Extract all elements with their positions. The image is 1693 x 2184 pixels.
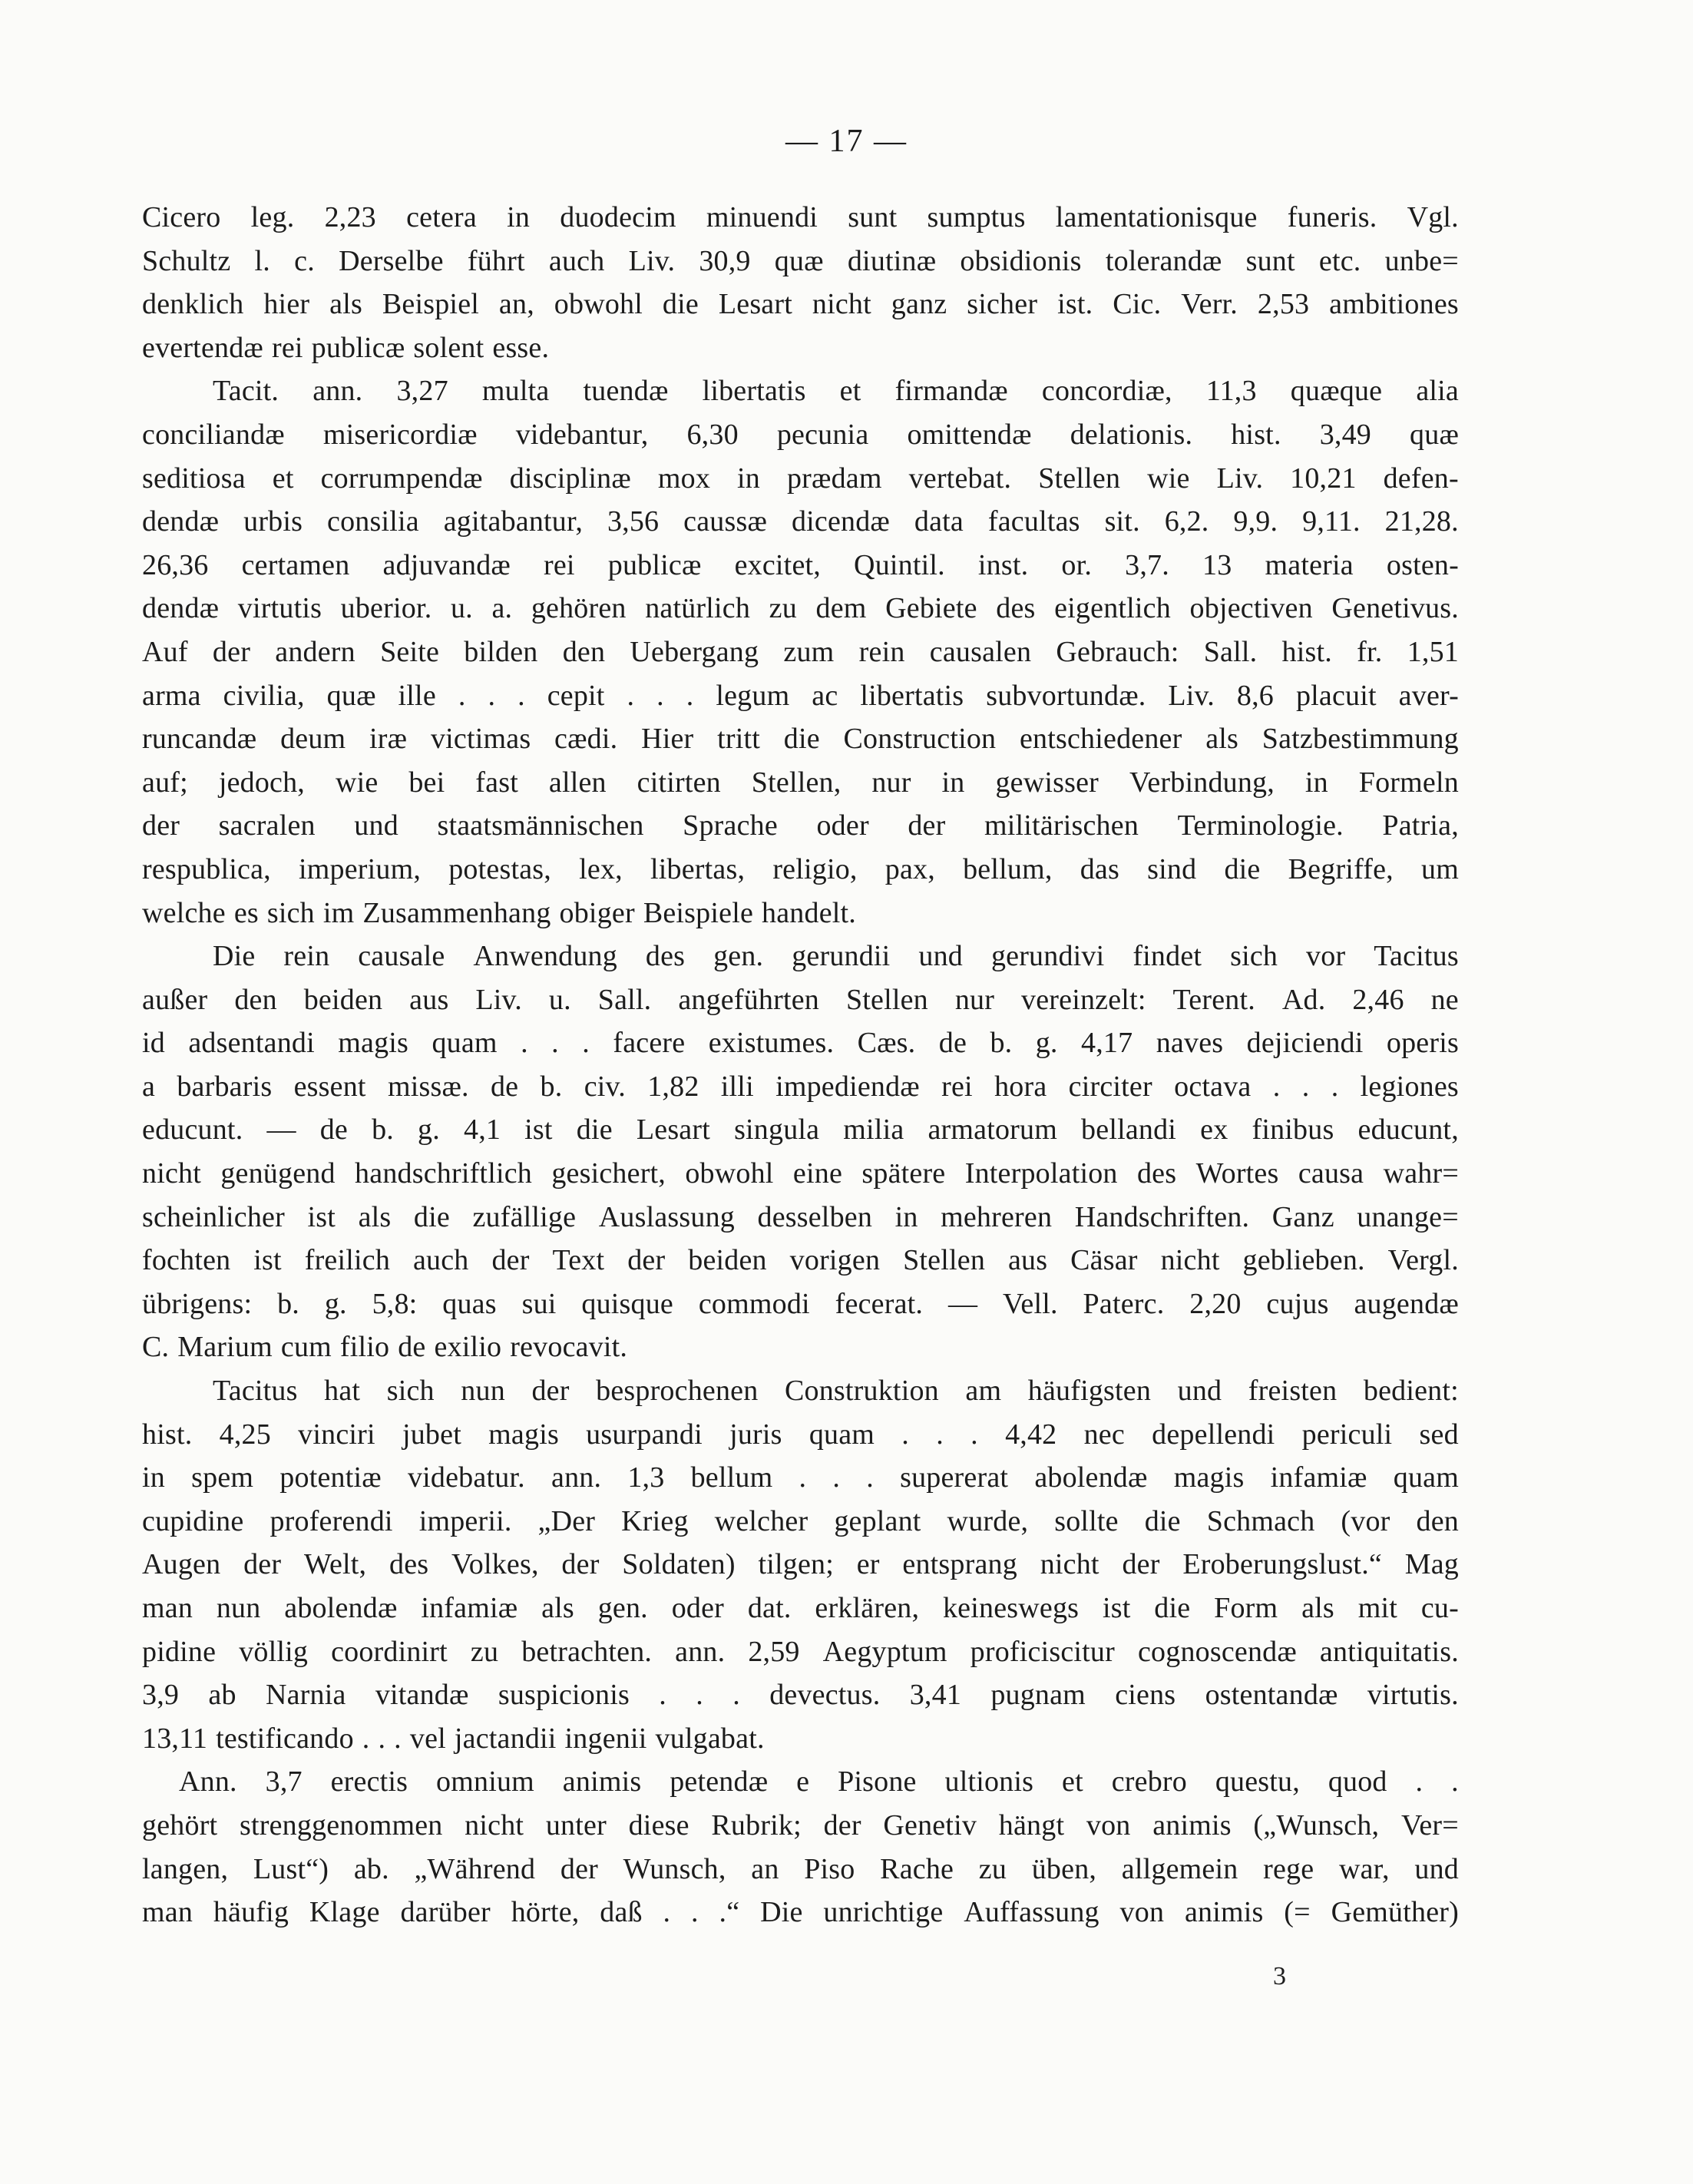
signature-mark: 3 xyxy=(1273,1962,1286,1990)
text-line: der sacralen und staatsmännischen Sprache oder der militärischen Terminologie. Patria, xyxy=(142,809,1459,842)
text-line: langen, Lust“) ab. „Während der Wunsch, an Piso Rache zu üben, allgemein rege war, und xyxy=(142,1852,1459,1885)
text-line: 13,11 testificando . . . vel jactandii ingenii vulgabat. xyxy=(142,1722,765,1755)
text-line: cupidine proferendi imperii. „Der Krieg welcher geplant wurde, sollte die Schmach (vor den xyxy=(142,1504,1459,1537)
text-line: scheinlicher ist als die zufällige Auslassung desselben in mehreren Handschriften. Ganz unange= xyxy=(142,1200,1459,1233)
paragraph xyxy=(142,1760,1459,1934)
paragraph xyxy=(142,1369,1459,1760)
text-line: dendæ urbis consilia agitabantur, 3,56 caussæ dicendæ data facultas sit. 6,2. 9,9. 9,11. 21,28. xyxy=(142,505,1459,538)
text-line: Schultz l. c. Derselbe führt auch Liv. 30,9 quæ diutinæ obsidionis tolerandæ sunt etc. unbe= xyxy=(142,244,1459,277)
text-line: pidine völlig coordinirt zu betrachten. ann. 2,59 Aegyptum proficiscitur cognoscendæ antiquitatis. xyxy=(142,1635,1459,1668)
text-line: nicht genügend handschriftlich gesichert, obwohl eine spätere Interpolation des Wortes causa wahr= xyxy=(142,1157,1459,1190)
text-line: Cicero leg. 2,23 cetera in duodecim minuendi sunt sumptus lamentationisque funeris. Vgl. xyxy=(142,201,1459,233)
text-line: fochten ist freilich auch der Text der beiden vorigen Stellen aus Cäsar nicht geblieben. Vergl. xyxy=(142,1244,1459,1277)
text-line: 26,36 certamen adjuvandæ rei publicæ excitet, Quintil. inst. or. 3,7. 13 materia osten- xyxy=(142,548,1459,581)
paragraph xyxy=(142,369,1459,935)
text-line: Tacitus hat sich nun der besprochenen Construktion am häufigsten und freisten bedient: xyxy=(213,1375,1459,1408)
text-line: educunt. — de b. g. 4,1 ist die Lesart singula milia armatorum bellandi ex finibus educunt, xyxy=(142,1114,1459,1147)
text-line: a barbaris essent missæ. de b. civ. 1,82 illi impediendæ rei hora circiter octava . . . legiones xyxy=(142,1070,1459,1103)
text-line: Ann. 3,7 erectis omnium animis petendæ e Pisone ultionis et crebro questu, quod . . xyxy=(179,1765,1459,1798)
text-line: in spem potentiæ videbatur. ann. 1,3 bellum . . . supererat abolendæ magis infamiæ quam xyxy=(142,1461,1459,1494)
text-line: arma civilia, quæ ille . . . cepit . . . legum ac libertatis subvortundæ. Liv. 8,6 placuit aver- xyxy=(142,679,1459,712)
text-line: auf; jedoch, wie bei fast allen citirten Stellen, nur in gewisser Verbindung, in Formeln xyxy=(142,766,1459,799)
paragraph xyxy=(142,196,1459,369)
text-line: respublica, imperium, potestas, lex, libertas, religio, pax, bellum, das sind die Begriffe, um xyxy=(142,852,1459,885)
page-number: — 17 — xyxy=(785,124,908,159)
text-line: außer den beiden aus Liv. u. Sall. angeführten Stellen nur vereinzelt: Terent. Ad. 2,46 ne xyxy=(142,983,1459,1016)
text-line: 3,9 ab Narnia vitandæ suspicionis . . . devectus. 3,41 pugnam ciens ostentandæ virtutis. xyxy=(142,1679,1459,1712)
text-line: C. Marium cum filio de exilio revocavit. xyxy=(142,1331,628,1364)
text-line: hist. 4,25 vinciri jubet magis usurpandi juris quam . . . 4,42 nec depellendi periculi sed xyxy=(142,1418,1459,1451)
text-line: Augen der Welt, des Volkes, der Soldaten) tilgen; er entsprang nicht der Eroberungslust.“ Mag xyxy=(142,1548,1459,1581)
text-line: welche es sich im Zusammenhang obiger Beispiele handelt. xyxy=(142,896,856,929)
text-line: Die rein causale Anwendung des gen. gerundii und gerundivi findet sich vor Tacitus xyxy=(213,940,1459,973)
body-text xyxy=(142,196,1459,1934)
text-line: man nun abolendæ infamiæ als gen. oder dat. erklären, keineswegs ist die Form als mit cu- xyxy=(142,1592,1459,1624)
text-line: denklich hier als Beispiel an, obwohl die Lesart nicht ganz sicher ist. Cic. Verr. 2,53 ambitiones xyxy=(142,288,1459,321)
text-line: man häufig Klage darüber hörte, daß . . .“ Die unrichtige Auffassung von animis (= Gemüther) xyxy=(142,1896,1459,1929)
text-line: dendæ virtutis uberior. u. a. gehören natürlich zu dem Gebiete des eigentlich objectiven Genetivus. xyxy=(142,592,1459,625)
text-line: übrigens: b. g. 5,8: quas sui quisque commodi fecerat. — Vell. Paterc. 2,20 cujus augendæ xyxy=(142,1287,1459,1320)
text-line: runcandæ deum iræ victimas cædi. Hier tritt die Construction entschiedener als Satzbestimmung xyxy=(142,723,1459,756)
text-line: conciliandæ misericordiæ videbantur, 6,30 pecunia omittendæ delationis. hist. 3,49 quæ xyxy=(142,418,1459,451)
text-line: evertendæ rei publicæ solent esse. xyxy=(142,331,550,364)
text-line: id adsentandi magis quam . . . facere existumes. Cæs. de b. g. 4,17 naves dejiciendi operis xyxy=(142,1027,1459,1060)
text-line: Tacit. ann. 3,27 multa tuendæ libertatis et firmandæ concordiæ, 11,3 quæque alia xyxy=(213,375,1459,408)
text-line: Auf der andern Seite bilden den Uebergang zum rein causalen Gebrauch: Sall. hist. fr. 1,51 xyxy=(142,635,1459,668)
text-line: gehört strenggenommen nicht unter diese Rubrik; der Genetiv hängt von animis („Wunsch, Ver= xyxy=(142,1808,1459,1842)
paragraph xyxy=(142,935,1459,1369)
text-line: seditiosa et corrumpendæ disciplinæ mox in prædam vertebat. Stellen wie Liv. 10,21 defen- xyxy=(142,462,1459,495)
